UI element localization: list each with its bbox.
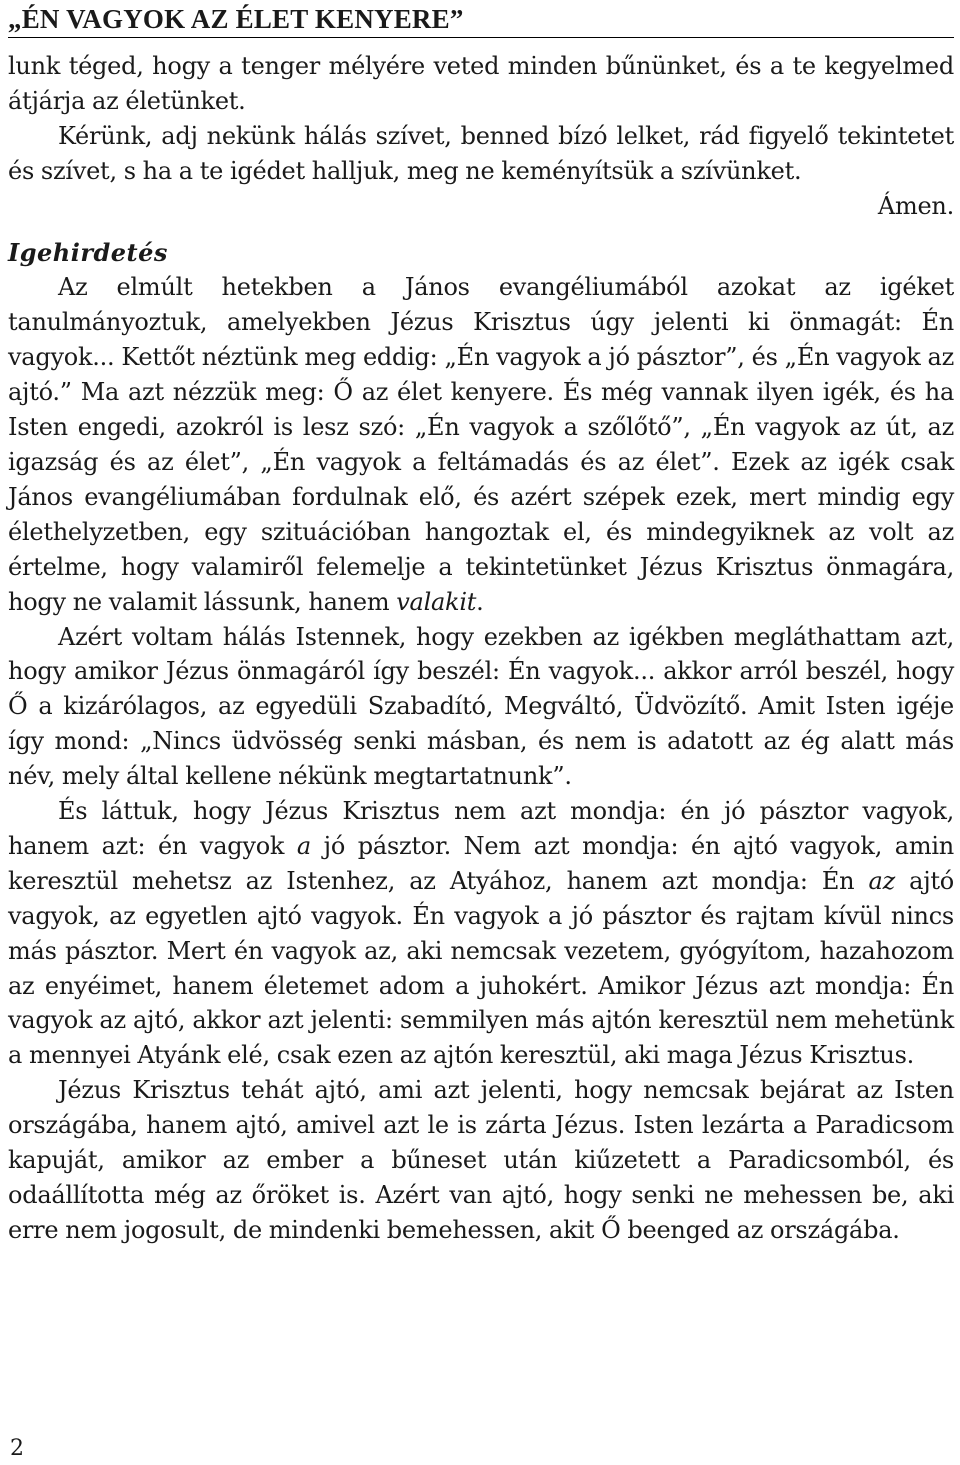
- amen-line: Ámen.: [877, 191, 954, 220]
- section-title: Igehirdetés: [8, 237, 168, 267]
- prayer-paragraph-1: lunk téged, hogy a tenger mélyére veted minden bűnünket, és a te kegyelmed átjárja az életünket.: [8, 52, 954, 115]
- sermon-paragraph-3: [8, 794, 954, 1073]
- sermon-paragraph-3-text-c: ajtó vagyok, az egyetlen ajtó vagyok. Én vagyok a jó pásztor és rajtam kívül nincs más pásztor. Mert én vagyok az, aki nemcsak vezetem, gyógyítom, hazahozom az enyéimet, hanem életemet adom a juhokért. Amikor Jézus azt mondja: Én vagyok az ajtó, akkor azt jelenti: semmilyen más ajtón keresztül nem mehetünk a mennyei Atyánk elé, csak ezen az ajtón keresztül, aki maga Jézus Krisztus.: [8, 866, 954, 1070]
- sermon-paragraph-1-emphasis: valakit: [396, 587, 477, 616]
- page-body: [8, 49, 954, 1248]
- page-number: 2: [10, 1436, 24, 1461]
- sermon-paragraph-1: [8, 270, 954, 619]
- sermon-paragraph-3-text-b: jó pásztor. Nem azt mondja: én ajtó vagyok, amin keresztül mehetsz az Istenhez, az Atyához, hanem azt mondja: Én: [8, 831, 954, 895]
- running-title: „ÉN VAGYOK AZ ÉLET KENYERE”: [8, 0, 954, 38]
- sermon-paragraph-2: Azért voltam hálás Istennek, hogy ezekben az igékben megláthattam azt, hogy amikor Jézus önmagáról így beszél: Én vagyok... akkor arról beszél, hogy Ő a kizárólagos, az egyedüli Szabadító, Megváltó, Üdvözítő. Amit Isten igéje így mond: „Nincs üdvösség senki másban, és nem is adatott az ég alatt más név, mely által kellene nékünk megtartatnunk”.: [8, 622, 954, 791]
- sermon-paragraph-3-emphasis-1: a: [296, 831, 311, 860]
- document-page: [8, 0, 954, 1248]
- sermon-paragraph-3-emphasis-2: az: [868, 866, 895, 895]
- sermon-paragraph-3-text-a: És láttuk, hogy Jézus Krisztus nem azt mondja: én jó pásztor vagyok, hanem azt: én vagyok: [8, 797, 954, 860]
- sermon-paragraph-1-end: .: [476, 587, 484, 616]
- prayer-paragraph-2: Kérünk, adj nekünk hálás szívet, benned bízó lelket, rád figyelő tekintetet és szívet, s ha a te igédet halljuk, meg ne keményítsük a szívünket.: [8, 121, 954, 185]
- sermon-paragraph-4: Jézus Krisztus tehát ajtó, ami azt jelenti, hogy nemcsak bejárat az Isten országába, hanem ajtó, amivel azt le is zárta Jézus. Isten lezárta a Paradicsom kapuját, amikor az ember a bűneset után kiűzetett a Paradicsomból, és odaállította még az őröket is. Azért van ajtó, hogy senki ne mehessen be, aki erre nem jogosult, de mindenki bemehessen, akit Ő beenged az országába.: [8, 1076, 954, 1244]
- sermon-paragraph-1-text: Az elmúlt hetekben a János evangéliumából azokat az igéket tanulmányoztuk, amelyekben Jézus Krisztus úgy jelenti ki önmagát: Én vagyok... Kettőt néztünk meg eddig: „Én vagyok a jó pásztor”, és „Én vagyok az ajtó.” Ma azt nézzük meg: Ő az élet kenyere. És még vannak ilyen igék, és ha Isten engedi, azokról is lesz szó: „Én vagyok a szőlőtő”, „Én vagyok az út, az igazság és az élet”, „Én vagyok a feltámadás és az élet”. Ezek az igék csak János evangéliumában fordulnak elő, és azért szépek ezek, mert mindig egy élethelyzetben, egy szituációban hangoztak el, és mindegyiknek az volt az értelme, hogy valamiről felemelje a tekintetünket Jézus Krisztus önmagára, hogy ne valamit lássunk, hanem: [8, 273, 954, 616]
